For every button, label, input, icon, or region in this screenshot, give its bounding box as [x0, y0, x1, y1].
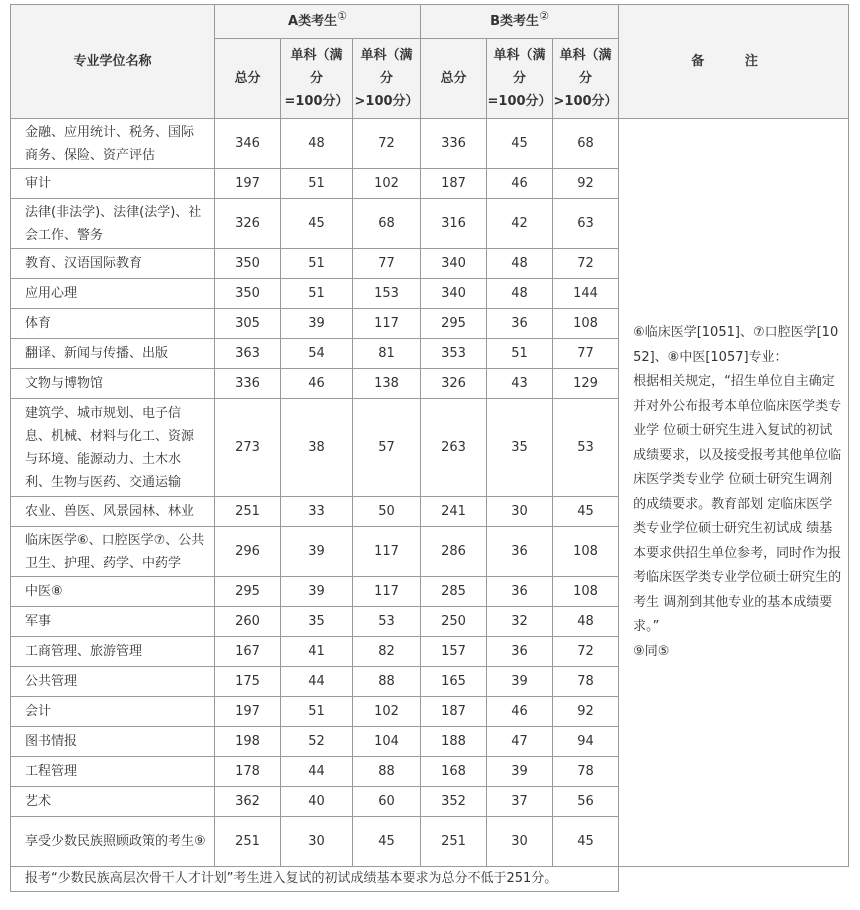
score-a-single-100-cell: 46: [281, 369, 353, 399]
score-b-single-100-cell: 32: [487, 607, 553, 637]
note-paragraph: 根据相关规定，“招生单位自主确定 并对外公布报考本单位临床医学类专业学 位硕士研究生进入复试的初试成绩要求，以及接受报考其他单位临床医学类专业学 位硕士研究生调剂的成绩要求。教育部划 定临床医学类专业学位硕士研究生初试成 绩基本要求供招生单位参考，同时作为报 考临床医学类专业学位硕士研究生的考生 调剂到其他专业的基本成绩要求。”: [633, 374, 842, 634]
score-a-single-gt100-cell: 57: [353, 399, 421, 497]
major-name-cell: 公共管理: [11, 667, 215, 697]
score-a-single-100-cell: 51: [281, 697, 353, 727]
score-b-single-gt100-cell: 68: [553, 119, 619, 169]
score-b-single-gt100-cell: 94: [553, 727, 619, 757]
score-a-total-cell: 305: [215, 309, 281, 339]
score-table: [10, 4, 849, 892]
score-b-total-cell: 251: [421, 817, 487, 867]
major-name-cell: 审计: [11, 169, 215, 199]
score-b-total-cell: 285: [421, 577, 487, 607]
score-b-single-100-cell: 46: [487, 169, 553, 199]
score-a-single-100-cell: 33: [281, 497, 353, 527]
score-a-total-cell: 350: [215, 279, 281, 309]
score-a-single-gt100-cell: 45: [353, 817, 421, 867]
score-a-single-100-cell: 40: [281, 787, 353, 817]
score-a-single-100-cell: 51: [281, 249, 353, 279]
score-b-total-cell: 316: [421, 199, 487, 249]
score-a-single-100-cell: 41: [281, 637, 353, 667]
score-b-single-gt100-cell: 92: [553, 169, 619, 199]
score-b-total-cell: 353: [421, 339, 487, 369]
score-b-single-gt100-cell: 63: [553, 199, 619, 249]
score-a-single-gt100-cell: 82: [353, 637, 421, 667]
score-a-single-gt100-cell: 77: [353, 249, 421, 279]
score-a-single-gt100-cell: 102: [353, 697, 421, 727]
table-row: [11, 119, 849, 169]
score-a-single-gt100-cell: 138: [353, 369, 421, 399]
score-a-single-100-cell: 39: [281, 577, 353, 607]
major-name-cell: 图书情报: [11, 727, 215, 757]
header-major-name: 专业学位名称: [11, 5, 215, 119]
major-name-cell: 临床医学⑥、口腔医学⑦、公共卫生、护理、药学、中药学: [11, 527, 215, 577]
score-b-single-gt100-cell: 129: [553, 369, 619, 399]
score-a-total-cell: 198: [215, 727, 281, 757]
score-b-total-cell: 340: [421, 279, 487, 309]
score-b-single-100-cell: 30: [487, 817, 553, 867]
header-a-single-100: 单科（满 分 =100分）: [281, 39, 353, 119]
score-a-single-100-cell: 35: [281, 607, 353, 637]
score-b-total-cell: 165: [421, 667, 487, 697]
score-a-single-gt100-cell: 117: [353, 577, 421, 607]
score-b-total-cell: 187: [421, 169, 487, 199]
footer-note: 报考“少数民族高层次骨干人才计划”考生进入复试的初试成绩基本要求为总分不低于251分。: [11, 867, 619, 892]
major-name-cell: 工程管理: [11, 757, 215, 787]
score-a-single-100-cell: 39: [281, 309, 353, 339]
score-b-single-gt100-cell: 48: [553, 607, 619, 637]
score-a-single-gt100-cell: 102: [353, 169, 421, 199]
score-b-total-cell: 241: [421, 497, 487, 527]
score-b-single-gt100-cell: 45: [553, 497, 619, 527]
score-a-total-cell: 362: [215, 787, 281, 817]
score-a-single-gt100-cell: 88: [353, 667, 421, 697]
score-a-single-gt100-cell: 72: [353, 119, 421, 169]
score-b-single-100-cell: 45: [487, 119, 553, 169]
score-a-total-cell: 260: [215, 607, 281, 637]
major-name-cell: 中医⑧: [11, 577, 215, 607]
score-b-single-100-cell: 37: [487, 787, 553, 817]
score-b-single-100-cell: 46: [487, 697, 553, 727]
score-b-single-gt100-cell: 78: [553, 667, 619, 697]
header-group-a: A类考生①: [215, 5, 421, 39]
major-name-cell: 工商管理、旅游管理: [11, 637, 215, 667]
score-b-single-gt100-cell: 72: [553, 249, 619, 279]
major-name-cell: 体育: [11, 309, 215, 339]
major-name-cell: 教育、汉语国际教育: [11, 249, 215, 279]
score-a-single-gt100-cell: 50: [353, 497, 421, 527]
score-a-total-cell: 350: [215, 249, 281, 279]
major-name-cell: 应用心理: [11, 279, 215, 309]
score-b-total-cell: 263: [421, 399, 487, 497]
score-b-single-100-cell: 36: [487, 527, 553, 577]
score-b-total-cell: 336: [421, 119, 487, 169]
score-a-single-100-cell: 44: [281, 757, 353, 787]
score-b-single-100-cell: 47: [487, 727, 553, 757]
score-b-total-cell: 340: [421, 249, 487, 279]
major-name-cell: 翻译、新闻与传播、出版: [11, 339, 215, 369]
notes-cell: [619, 119, 849, 867]
score-b-single-100-cell: 51: [487, 339, 553, 369]
score-a-single-100-cell: 48: [281, 119, 353, 169]
score-a-single-gt100-cell: 117: [353, 309, 421, 339]
score-b-single-100-cell: 30: [487, 497, 553, 527]
score-a-single-gt100-cell: 53: [353, 607, 421, 637]
score-a-total-cell: 167: [215, 637, 281, 667]
note-paragraph: ⑨同⑤: [633, 643, 670, 659]
score-b-single-gt100-cell: 77: [553, 339, 619, 369]
score-a-single-100-cell: 44: [281, 667, 353, 697]
score-b-total-cell: 168: [421, 757, 487, 787]
footnote-mark-a: ①: [337, 9, 347, 23]
score-a-single-100-cell: 39: [281, 527, 353, 577]
score-b-single-100-cell: 42: [487, 199, 553, 249]
score-a-single-100-cell: 51: [281, 279, 353, 309]
score-b-single-100-cell: 36: [487, 637, 553, 667]
major-name-cell: 军事: [11, 607, 215, 637]
score-a-total-cell: 295: [215, 577, 281, 607]
score-b-single-gt100-cell: 108: [553, 309, 619, 339]
footnote-mark-b: ②: [539, 9, 549, 23]
major-name-cell: 艺术: [11, 787, 215, 817]
score-b-total-cell: 326: [421, 369, 487, 399]
score-a-total-cell: 251: [215, 497, 281, 527]
major-name-cell: 农业、兽医、风景园林、林业: [11, 497, 215, 527]
score-a-single-gt100-cell: 68: [353, 199, 421, 249]
score-b-total-cell: 286: [421, 527, 487, 577]
score-a-total-cell: 197: [215, 697, 281, 727]
score-b-single-gt100-cell: 56: [553, 787, 619, 817]
major-name-cell: 法律(非法学)、法律(法学)、社会工作、警务: [11, 199, 215, 249]
score-b-total-cell: 187: [421, 697, 487, 727]
score-b-single-100-cell: 48: [487, 249, 553, 279]
note-paragraph: ⑥临床医学[1051]、⑦口腔医学[1052]、⑧中医[1057]专业：: [633, 325, 839, 365]
score-b-single-gt100-cell: 144: [553, 279, 619, 309]
score-b-single-100-cell: 39: [487, 667, 553, 697]
score-a-total-cell: 336: [215, 369, 281, 399]
score-b-single-gt100-cell: 78: [553, 757, 619, 787]
score-a-single-100-cell: 38: [281, 399, 353, 497]
score-b-total-cell: 250: [421, 607, 487, 637]
score-b-total-cell: 157: [421, 637, 487, 667]
score-b-single-100-cell: 48: [487, 279, 553, 309]
header-group-b: B类考生②: [421, 5, 619, 39]
score-a-single-100-cell: 52: [281, 727, 353, 757]
score-a-total-cell: 273: [215, 399, 281, 497]
score-b-single-gt100-cell: 92: [553, 697, 619, 727]
score-a-single-100-cell: 54: [281, 339, 353, 369]
major-name-cell: 享受少数民族照顾政策的考生⑨: [11, 817, 215, 867]
score-b-total-cell: 352: [421, 787, 487, 817]
score-a-single-gt100-cell: 60: [353, 787, 421, 817]
score-a-single-100-cell: 45: [281, 199, 353, 249]
score-b-single-100-cell: 43: [487, 369, 553, 399]
score-a-single-gt100-cell: 153: [353, 279, 421, 309]
score-b-total-cell: 295: [421, 309, 487, 339]
score-b-single-100-cell: 39: [487, 757, 553, 787]
header-b-total: 总分: [421, 39, 487, 119]
score-b-single-100-cell: 36: [487, 577, 553, 607]
table-body: [11, 119, 849, 867]
score-a-total-cell: 363: [215, 339, 281, 369]
header-b-single-gt100: 单科（满 分 >100分）: [553, 39, 619, 119]
score-a-single-gt100-cell: 104: [353, 727, 421, 757]
score-a-total-cell: 175: [215, 667, 281, 697]
score-a-total-cell: 326: [215, 199, 281, 249]
score-b-single-gt100-cell: 45: [553, 817, 619, 867]
score-b-total-cell: 188: [421, 727, 487, 757]
score-b-single-100-cell: 35: [487, 399, 553, 497]
score-b-single-gt100-cell: 53: [553, 399, 619, 497]
score-a-single-gt100-cell: 117: [353, 527, 421, 577]
score-a-total-cell: 346: [215, 119, 281, 169]
header-notes: 备 注: [619, 5, 849, 119]
header-a-single-gt100: 单科（满 分 >100分）: [353, 39, 421, 119]
score-b-single-gt100-cell: 72: [553, 637, 619, 667]
score-b-single-100-cell: 36: [487, 309, 553, 339]
score-b-single-gt100-cell: 108: [553, 527, 619, 577]
major-name-cell: 建筑学、城市规划、电子信息、机械、材料与化工、资源与环境、能源动力、土木水利、生物与医药、交通运输: [11, 399, 215, 497]
score-a-total-cell: 197: [215, 169, 281, 199]
header-b-single-100: 单科（满 分 =100分）: [487, 39, 553, 119]
major-name-cell: 文物与博物馆: [11, 369, 215, 399]
score-a-total-cell: 178: [215, 757, 281, 787]
major-name-cell: 会计: [11, 697, 215, 727]
score-a-total-cell: 296: [215, 527, 281, 577]
score-a-single-gt100-cell: 81: [353, 339, 421, 369]
header-a-total: 总分: [215, 39, 281, 119]
score-b-single-gt100-cell: 108: [553, 577, 619, 607]
score-a-total-cell: 251: [215, 817, 281, 867]
major-name-cell: 金融、应用统计、税务、国际商务、保险、资产评估: [11, 119, 215, 169]
score-a-single-100-cell: 51: [281, 169, 353, 199]
score-a-single-gt100-cell: 88: [353, 757, 421, 787]
score-a-single-100-cell: 30: [281, 817, 353, 867]
